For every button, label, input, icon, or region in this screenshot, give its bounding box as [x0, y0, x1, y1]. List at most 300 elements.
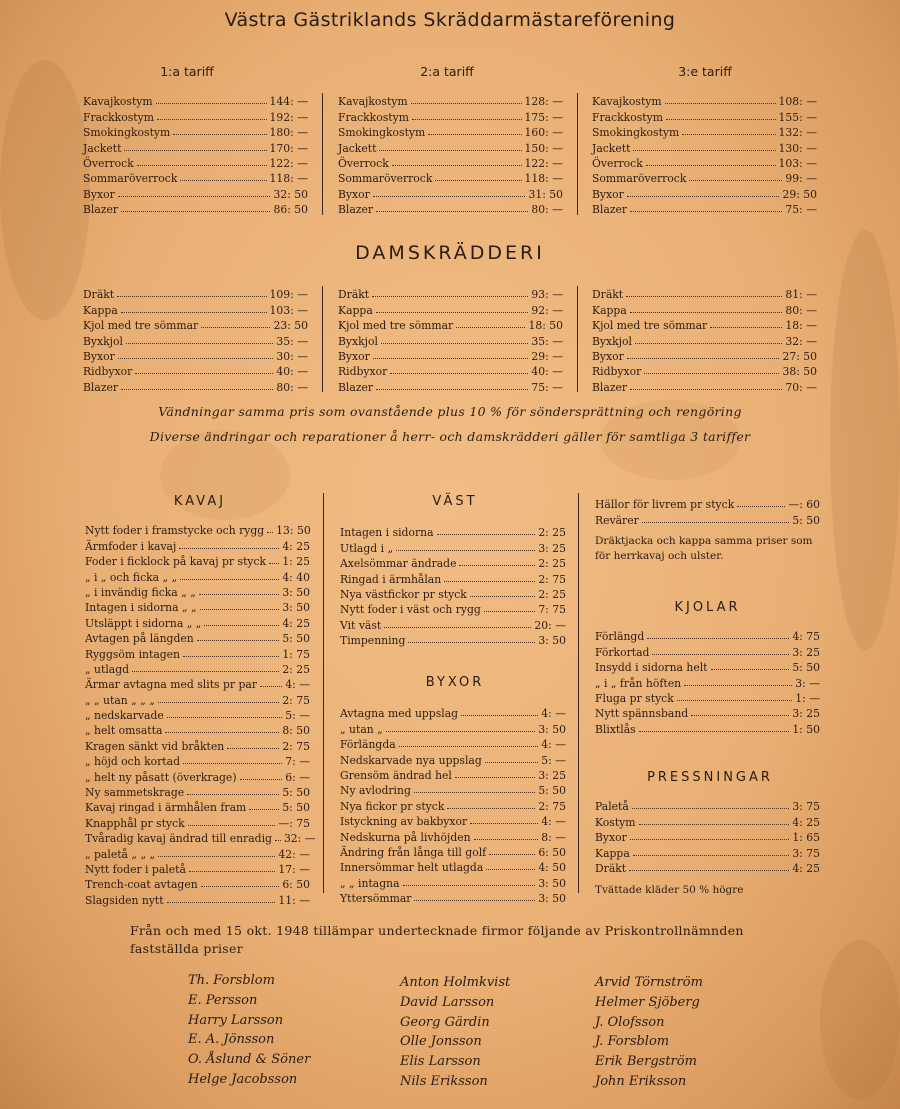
item-name: Nedskarvade nya uppslag: [340, 753, 482, 767]
item-name: Ringad i ärmhålan: [340, 572, 442, 586]
item-name: Kjol med tre sömmar: [83, 319, 199, 333]
pressningar-note: Tvättade kläder 50 % högre: [595, 884, 744, 896]
item-name: Kavajkostym: [338, 95, 408, 109]
item-name: Nya fickor pr styck: [340, 799, 445, 813]
item-name: Dräkt: [595, 861, 627, 875]
item-name: Ärmar avtagna med slits pr par: [85, 678, 258, 692]
price-row: [340, 797, 566, 812]
signatories-column-3: [595, 973, 703, 1092]
dot-leader: [644, 373, 779, 374]
price-row: [595, 829, 820, 844]
dot-leader: [635, 343, 782, 344]
dam-tariff-2-list: [338, 286, 563, 394]
dot-leader: [373, 358, 529, 359]
dot-leader: [189, 871, 275, 872]
item-price: 6: 50: [538, 845, 566, 859]
item-price: 23: 50: [273, 319, 308, 333]
dot-leader: [486, 869, 535, 870]
item-name: Ändring från långa till golf: [340, 845, 487, 859]
item-price: 40: —: [531, 365, 563, 379]
price-row: [595, 643, 820, 658]
item-price: 4: 25: [282, 539, 310, 553]
dot-leader: [117, 296, 266, 297]
price-row: [85, 661, 310, 676]
dot-leader: [124, 150, 266, 151]
item-name: Fluga pr styck: [595, 691, 674, 705]
price-row: [592, 286, 817, 301]
price-row: [83, 317, 308, 332]
dot-leader: [275, 840, 281, 841]
item-price: 42: —: [278, 847, 310, 861]
dot-leader: [183, 763, 282, 764]
price-row: [85, 537, 310, 552]
price-row: [85, 599, 310, 614]
dot-leader: [118, 196, 271, 197]
item-name: Byxor: [595, 831, 627, 845]
dot-leader: [135, 373, 273, 374]
item-name: Kjol med tre sömmar: [592, 319, 708, 333]
dot-leader: [187, 794, 279, 795]
page-title: Västra Gästriklands Skräddarmästareförening: [224, 9, 676, 31]
item-name: „ „ utan „ „ „: [85, 693, 155, 707]
item-price: 5: —: [285, 709, 310, 723]
item-price: 7: 75: [538, 603, 566, 617]
signatory-name: Nils Eriksson: [400, 1073, 488, 1089]
price-row: [85, 722, 310, 737]
item-price: 6: 50: [282, 878, 310, 892]
item-price: 3: 25: [792, 645, 820, 659]
price-row: [595, 720, 820, 735]
item-name: Kavaj ringad i ärmhålen fram: [85, 801, 247, 815]
price-row: [340, 767, 566, 782]
item-price: 29: —: [531, 349, 563, 363]
signatory-name: John Eriksson: [595, 1073, 687, 1089]
tariff-heading-3: 3:e tariff: [678, 64, 732, 79]
item-price: 1: 25: [282, 555, 310, 569]
dot-leader: [118, 358, 274, 359]
item-price: 5: 50: [538, 784, 566, 798]
dot-leader: [158, 702, 280, 703]
price-row: [83, 378, 308, 393]
item-name: Frackkostym: [83, 110, 154, 124]
price-row: [595, 844, 820, 859]
item-name: Dräkt: [83, 288, 115, 302]
dot-leader: [485, 762, 539, 763]
item-price: 4: —: [541, 738, 566, 752]
item-name: Knapphål pr styck: [85, 816, 185, 830]
pressningar-heading: PRESSNINGAR: [647, 770, 773, 785]
dam-tariff-3-list: [592, 286, 817, 394]
item-price: 2: 25: [538, 526, 566, 540]
price-row: [83, 108, 308, 123]
price-row: [85, 553, 310, 568]
item-name: Kavajkostym: [83, 95, 153, 109]
item-price: 75: —: [531, 380, 563, 394]
signatory-name: Olle Jonsson: [400, 1034, 482, 1050]
item-name: Nytt foder i paletå: [85, 862, 186, 876]
item-name: Nytt spännsband: [595, 707, 689, 721]
item-name: Förlängda: [340, 738, 396, 752]
price-row: [83, 348, 308, 363]
item-name: Byxor: [592, 187, 624, 201]
dot-leader: [639, 824, 790, 825]
price-row: [85, 768, 310, 783]
item-price: 3: 50: [282, 601, 310, 615]
item-price: 30: —: [276, 349, 308, 363]
item-name: Jackett: [83, 141, 122, 155]
dot-leader: [126, 343, 273, 344]
dot-leader: [627, 358, 780, 359]
dot-leader: [399, 746, 539, 747]
misc-note: Dräktjacka och kappa samma priser som för herrkavaj och ulster.: [595, 535, 813, 562]
price-row: [340, 570, 566, 585]
dot-leader: [652, 654, 789, 655]
item-price: 38: 50: [782, 365, 817, 379]
item-name: Nya västfickor pr styck: [340, 587, 467, 601]
item-price: 150: —: [524, 141, 563, 155]
dot-leader: [260, 686, 282, 687]
price-row: [338, 378, 563, 393]
dot-leader: [390, 373, 528, 374]
price-row: [85, 753, 310, 768]
item-price: 20: —: [534, 618, 566, 632]
item-name: Grensöm ändrad hel: [340, 768, 452, 782]
item-name: „ paletå „ „ „: [85, 847, 156, 861]
dot-leader: [180, 579, 279, 580]
signatory-name: Anton Holmkvist: [400, 975, 511, 990]
price-row: [595, 628, 820, 643]
dot-leader: [474, 839, 539, 840]
dot-leader: [183, 656, 279, 657]
item-price: 180: —: [269, 126, 308, 140]
item-price: 108: —: [778, 95, 817, 109]
item-price: 175: —: [524, 110, 563, 124]
item-name: Byxor: [592, 349, 624, 363]
item-name: Kappa: [83, 303, 118, 317]
signatory-name: Georg Gärdin: [400, 1014, 490, 1030]
item-name: Intagen i sidorna „ „: [85, 601, 197, 615]
dot-leader: [627, 196, 780, 197]
column-divider: [322, 286, 323, 392]
item-price: 75: —: [785, 203, 817, 217]
column-divider: [577, 93, 578, 215]
price-row: [85, 814, 310, 829]
item-price: 4: 25: [282, 616, 310, 630]
price-row: [340, 632, 566, 647]
price-row: [592, 124, 817, 139]
price-row: [338, 155, 563, 170]
item-name: Byxkjol: [83, 334, 123, 348]
item-name: Blazer: [338, 203, 374, 217]
herr-tariff-3-list: [592, 93, 817, 216]
dot-leader: [381, 343, 528, 344]
price-row: [340, 751, 566, 766]
price-row: [85, 876, 310, 891]
price-row: [340, 828, 566, 843]
dot-leader: [200, 609, 280, 610]
dot-leader: [633, 150, 775, 151]
dot-leader: [165, 732, 279, 733]
item-price: 132: —: [778, 126, 817, 140]
item-price: 3: 50: [282, 585, 310, 599]
item-price: 2: 25: [538, 587, 566, 601]
price-row: [338, 317, 563, 332]
item-name: Axelsömmar ändrade: [340, 557, 457, 571]
price-row: [592, 301, 817, 316]
item-price: 3: 50: [538, 634, 566, 648]
item-name: Nedskurna på livhöjden: [340, 830, 471, 844]
item-name: Sommaröverrock: [592, 172, 687, 186]
item-price: 4: 40: [282, 570, 310, 584]
dot-leader: [376, 312, 529, 313]
tariff-heading-1: 1:a tariff: [160, 64, 214, 79]
item-name: Avtagna med uppslag: [340, 707, 459, 721]
item-name: Smokingkostym: [83, 126, 171, 140]
item-name: Dräkt: [338, 288, 370, 302]
item-price: 1: 75: [282, 647, 310, 661]
item-price: 17: —: [278, 862, 310, 876]
item-name: Sommaröverrock: [83, 172, 178, 186]
price-row: [85, 676, 310, 691]
item-name: Jackett: [338, 141, 377, 155]
item-name: Ny avlodring: [340, 784, 411, 798]
item-name: Ärmfoder i kavaj: [85, 539, 177, 553]
column-divider: [322, 93, 323, 215]
item-price: 70: —: [785, 380, 817, 394]
price-row: [338, 108, 563, 123]
signatory-name: O. Åslund & Söner: [188, 1052, 311, 1068]
dot-leader: [167, 717, 282, 718]
item-name: Foder i ficklock på kavaj pr styck: [85, 555, 267, 569]
item-price: 4: 50: [538, 861, 566, 875]
price-row: [592, 108, 817, 123]
item-name: Blixtlås: [595, 722, 636, 736]
item-name: Ridbyxor: [592, 365, 642, 379]
item-price: 170: —: [269, 141, 308, 155]
item-name: Blazer: [592, 380, 628, 394]
footer-statement: Från och med 15 okt. 1948 tillämpar undertecknade firmor följande av Priskontrollnämnden fastställda priser: [130, 923, 744, 956]
item-price: 2: 75: [538, 799, 566, 813]
tariff-heading-2: 2:a tariff: [420, 64, 474, 79]
item-name: Yttersömmar: [340, 892, 412, 906]
dot-leader: [199, 594, 280, 595]
item-name: Överrock: [592, 156, 643, 170]
price-row: [83, 185, 308, 200]
dot-leader: [665, 103, 776, 104]
signatory-name: Helge Jacobsson: [188, 1071, 298, 1087]
price-row: [340, 555, 566, 570]
price-row: [595, 705, 820, 720]
item-name: Kappa: [338, 303, 373, 317]
price-row: [340, 616, 566, 631]
dot-leader: [629, 870, 789, 871]
price-row: [83, 93, 308, 108]
dot-leader: [376, 211, 528, 212]
kjolar-heading: KJOLAR: [674, 600, 741, 615]
item-price: 81: —: [785, 288, 817, 302]
item-price: 2: 75: [282, 693, 310, 707]
price-row: [85, 799, 310, 814]
item-price: 155: —: [778, 110, 817, 124]
item-name: Utsläppt i sidorna „ „: [85, 616, 202, 630]
item-price: 35: —: [276, 334, 308, 348]
price-row: [83, 139, 308, 154]
dot-leader: [630, 211, 782, 212]
item-price: 128: —: [524, 95, 563, 109]
item-name: Istyckning av bakbyxor: [340, 815, 468, 829]
item-price: 40: —: [276, 365, 308, 379]
column-divider: [578, 493, 579, 893]
item-price: 6: —: [285, 770, 310, 784]
item-name: „ i „ och ficka „ „: [85, 570, 178, 584]
price-row: [338, 185, 563, 200]
dot-leader: [227, 748, 279, 749]
signatory-name: E. Persson: [188, 992, 258, 1008]
item-name: Ridbyxor: [338, 365, 388, 379]
item-name: Blazer: [338, 380, 374, 394]
dot-leader: [737, 506, 785, 507]
price-row: [338, 348, 563, 363]
dot-leader: [630, 312, 783, 313]
price-row: [85, 737, 310, 752]
item-name: Tvåradig kavaj ändrad till enradig: [85, 832, 272, 846]
signatory-name: E. A. Jönsson: [188, 1032, 275, 1048]
item-price: 7: —: [285, 755, 310, 769]
item-price: —: 75: [278, 816, 310, 830]
price-row: [340, 844, 566, 859]
item-price: 31: 50: [528, 187, 563, 201]
kavaj-list: [85, 522, 316, 907]
price-row: [85, 584, 310, 599]
signatory-name: David Larsson: [400, 994, 495, 1010]
item-name: Smokingkostym: [338, 126, 426, 140]
item-name: Innersömmar helt utlagda: [340, 861, 484, 875]
item-name: „ i invändig ficka „ „: [85, 585, 196, 599]
price-row: [83, 301, 308, 316]
signatory-name: Th. Forsblom: [188, 973, 275, 988]
item-name: Vit väst: [340, 618, 382, 632]
price-row: [595, 798, 820, 813]
item-name: Utlagd i „: [340, 541, 394, 555]
dot-leader: [267, 532, 273, 533]
dot-leader: [121, 389, 273, 390]
price-row: [340, 736, 566, 751]
price-row: [592, 170, 817, 185]
price-row: [85, 522, 310, 537]
dot-leader: [204, 625, 279, 626]
dot-leader: [137, 165, 267, 166]
price-row: [340, 524, 566, 539]
item-name: Smokingkostym: [592, 126, 680, 140]
price-row: [85, 614, 310, 629]
dot-leader: [201, 886, 280, 887]
dot-leader: [642, 522, 790, 523]
item-name: Blazer: [83, 203, 119, 217]
signatory-name: Harry Larsson: [188, 1012, 284, 1028]
column-divider: [577, 286, 578, 392]
item-price: 8: —: [541, 830, 566, 844]
item-price: 1: —: [795, 691, 820, 705]
item-name: Slagsiden nytt: [85, 893, 164, 907]
price-row: [340, 859, 566, 874]
dot-leader: [156, 103, 267, 104]
pressningar-list: [595, 798, 820, 875]
price-row: [338, 201, 563, 216]
dot-leader: [647, 638, 789, 639]
dot-leader: [249, 809, 279, 810]
dot-leader: [444, 581, 535, 582]
item-price: 3: —: [795, 676, 820, 690]
item-price: —: 60: [788, 498, 820, 512]
price-row: [340, 539, 566, 554]
item-price: 5: 50: [282, 632, 310, 646]
item-name: Trench-coat avtagen: [85, 878, 198, 892]
item-name: „ utlagd: [85, 662, 130, 676]
item-name: Byxkjol: [592, 334, 632, 348]
dot-leader: [158, 856, 275, 857]
item-name: Revärer: [595, 513, 639, 527]
item-name: Hällor för livrem pr styck: [595, 498, 735, 512]
dot-leader: [157, 119, 267, 120]
item-price: 3: 50: [538, 722, 566, 736]
item-price: 2: 75: [282, 739, 310, 753]
item-name: Ridbyxor: [83, 365, 133, 379]
price-row: [85, 861, 310, 876]
item-name: „ helt omsatta: [85, 724, 163, 738]
item-price: 103: —: [778, 156, 817, 170]
item-name: Ny sammetskrage: [85, 786, 185, 800]
dot-leader: [639, 731, 790, 732]
price-row: [340, 720, 566, 735]
item-price: 118: —: [524, 172, 563, 186]
item-price: 80: —: [531, 203, 563, 217]
dot-leader: [684, 685, 792, 686]
dot-leader: [121, 312, 267, 313]
dot-leader: [710, 327, 782, 328]
item-name: Paletå: [595, 800, 629, 814]
dot-leader: [386, 731, 536, 732]
item-name: „ höjd och kortad: [85, 755, 180, 769]
price-row: [340, 586, 566, 601]
dot-leader: [489, 854, 535, 855]
dot-leader: [626, 296, 782, 297]
price-row: [592, 139, 817, 154]
price-row: [338, 124, 563, 139]
price-row: [85, 691, 310, 706]
price-row: [595, 860, 820, 875]
price-row: [338, 301, 563, 316]
dot-leader: [403, 885, 536, 886]
dot-leader: [455, 777, 535, 778]
note-diverse: Diverse ändringar och reparationer å herr- och damskrädderi gäller för samtliga 3 tariffer: [149, 429, 751, 444]
item-price: 32: —: [785, 334, 817, 348]
dot-leader: [435, 180, 521, 181]
dot-leader: [447, 808, 535, 809]
dot-leader: [484, 611, 536, 612]
item-name: Byxor: [83, 349, 115, 363]
price-row: [340, 601, 566, 616]
item-price: 122: —: [269, 156, 308, 170]
item-price: 4: —: [541, 815, 566, 829]
dot-leader: [197, 640, 280, 641]
dot-leader: [414, 900, 535, 901]
dot-leader: [633, 855, 790, 856]
item-name: Kavajkostym: [592, 95, 662, 109]
price-row: [592, 317, 817, 332]
item-price: 4: —: [541, 707, 566, 721]
dot-leader: [173, 134, 266, 135]
price-row: [338, 93, 563, 108]
